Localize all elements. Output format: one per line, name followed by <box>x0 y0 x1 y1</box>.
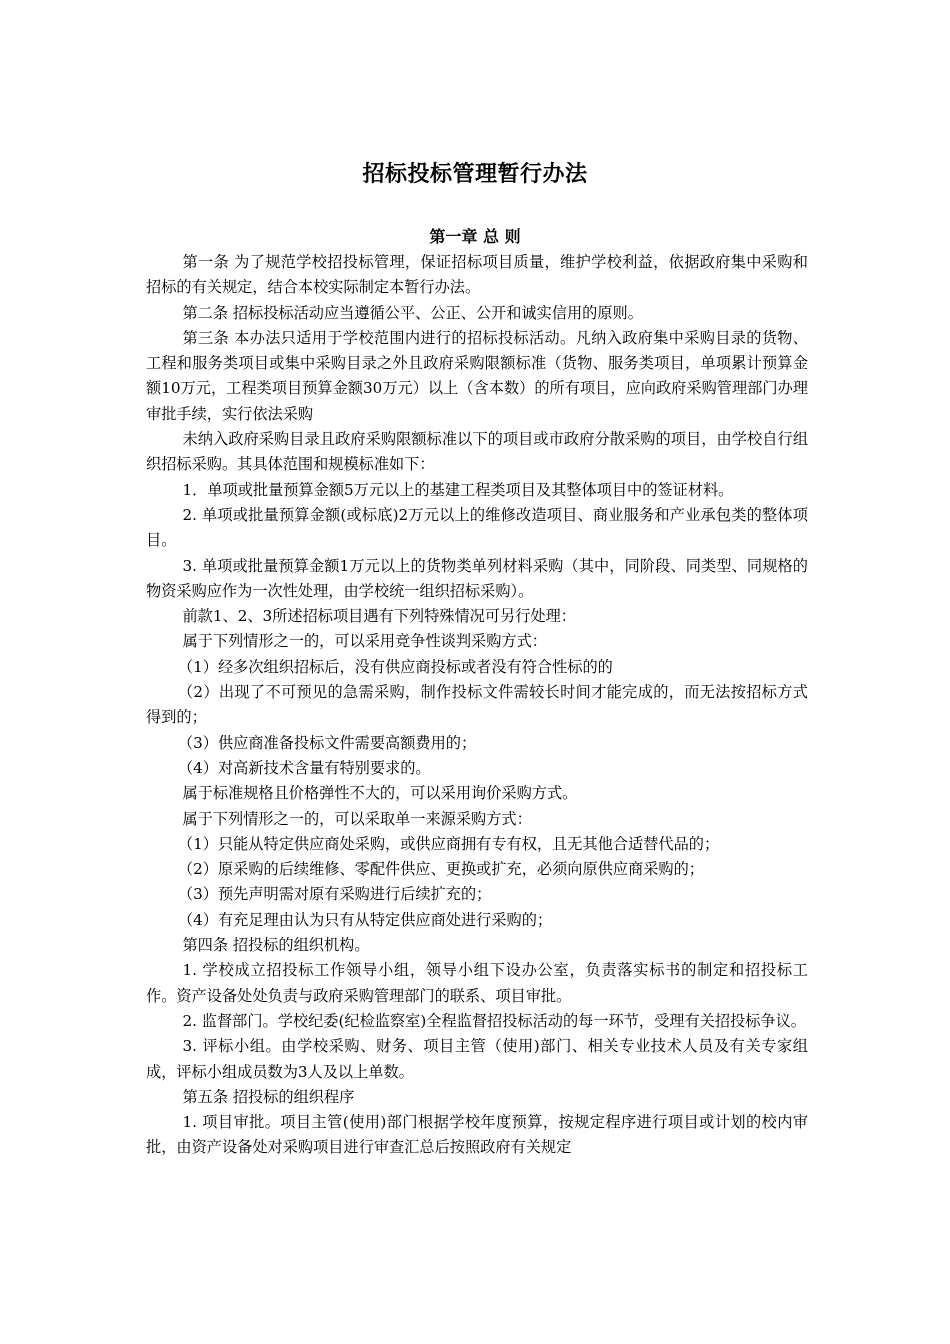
paragraph: 第四条 招投标的组织机构。 <box>182 936 370 955</box>
paragraph: （2）出现了不可预见的急需采购，制作投标文件需较长时间才能完成的，而无法按招标方式得到的； <box>146 683 808 727</box>
paragraph: 未纳入政府采购目录且政府采购限额标准以下的项目或市政府分散采购的项目，由学校自行组织招标采购。其具体范围和规模标准如下： <box>146 430 808 474</box>
paragraph: 3. 单项或批量预算金额1万元以上的货物类单列材料采购（其中，同阶段、同类型、同规格的物资采购应作为一次性处理，由学校统一组织招标采购）。 <box>146 556 808 600</box>
paragraph: 前款1、2、3所述招标项目遇有下列特殊情况可另行处理： <box>182 607 576 626</box>
paragraph: （1）经多次组织招标后，没有供应商投标或者没有符合性标的的 <box>177 657 613 676</box>
paragraph: 2. 监督部门。学校纪委(纪检监察室)全程监督招投标活动的每一环节，受理有关招投标争议。 <box>182 1011 806 1030</box>
paragraph: 1. 学校成立招投标工作领导小组，领导小组下设办公室，负责落实标书的制定和招投标工作。资产设备处处负责与政府采购管理部门的联系、项目审批。 <box>146 961 808 1005</box>
chapter-heading: 第一章 总 则 <box>429 227 521 246</box>
paragraph: （1）只能从特定供应商处采购，或供应商拥有专有权，且无其他合适替代品的； <box>177 834 720 853</box>
paragraph: （4）对高新技术含量有特别要求的。 <box>177 758 431 777</box>
paragraph: 2. 单项或批量预算金额(或标底)2万元以上的维修改造项目、商业服务和产业承包类的整体项目。 <box>146 505 808 550</box>
paragraph: （4）有充足理由认为只有从特定供应商处进行采购的； <box>177 910 553 929</box>
paragraph: （2）原采购的后续维修、零配件供应、更换或扩充，必须向原供应商采购的； <box>177 860 704 879</box>
paragraph: 3. 评标小组。由学校采购、财务、项目主管（使用)部门、相关专业技术人员及有关专家组成，评标小组成员数为3人及以上单数。 <box>146 1037 808 1081</box>
paragraph: 第二条 招标投标活动应当遵循公平、公正、公开和诚实信用的原则。 <box>182 303 643 322</box>
paragraph: 属于下列情形之一的，可以采取单一来源采购方式： <box>182 809 532 828</box>
paragraph: 属于标准规格且价格弹性不大的，可以采用询价采购方式。 <box>182 784 578 803</box>
paragraph: 属于下列情形之一的，可以采用竞争性谈判采购方式： <box>182 632 547 651</box>
paragraph: （3）预先声明需对原有采购进行后续扩充的； <box>177 885 492 904</box>
paragraph: 第一条 为了规范学校招投标管理，保证招标项目质量，维护学校利益，依据政府集中采购和招标的有关规定，结合本校实际制定本暂行办法。 <box>146 253 808 297</box>
paragraph: 第三条 本办法只适用于学校范围内进行的招标投标活动。凡纳入政府集中采购目录的货物、工程和服务类项目或集中采购目录之外且政府采购限额标准（货物、服务类项目，单项累计预算金额10万元，工程类项目预算金额30万元）以上（含本数）的所有项目，应向政府采购管理部门办理审批手续，实行依法采购 <box>146 328 808 423</box>
document-title: 招标投标管理暂行办法 <box>362 161 588 187</box>
paragraph: 第五条 招投标的组织程序 <box>182 1087 355 1106</box>
paragraph: （3）供应商准备投标文件需要高额费用的； <box>177 733 477 752</box>
document-body <box>146 250 808 1161</box>
paragraph: 1．单项或批量预算金额5万元以上的基建工程类项目及其整体项目中的签证材料。 <box>182 480 734 499</box>
paragraph: 1. 项目审批。项目主管(使用)部门根据学校年度预算，按规定程序进行项目或计划的校内审批，由资产设备处对采购项目进行审查汇总后按照政府有关规定 <box>146 1113 808 1157</box>
